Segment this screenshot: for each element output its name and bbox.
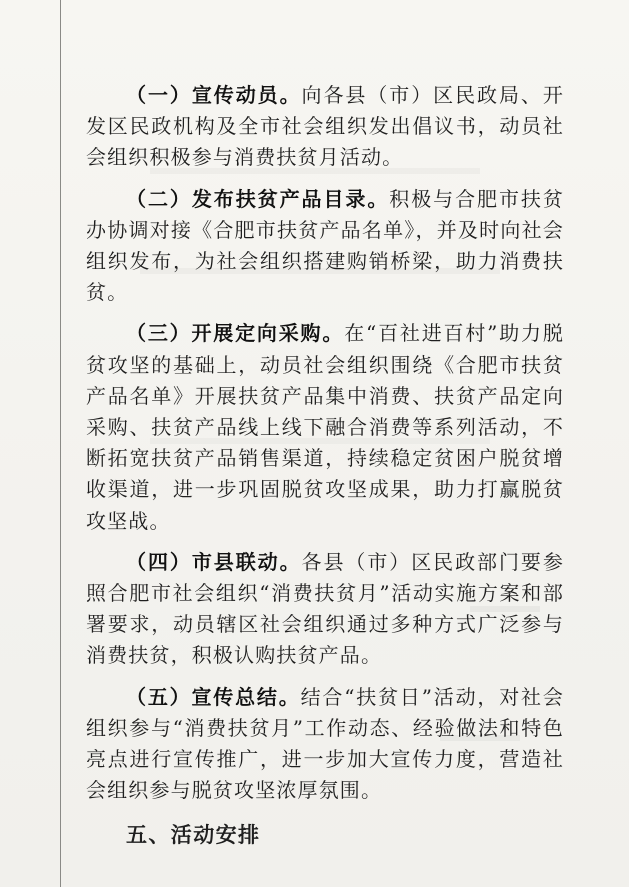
paragraph-text: 积极与合肥市扶贫办协调对接《合肥市扶贫产品名单》，并及时向社会组织发布，为社会组织搭建购销桥梁，助力消费扶贫。 (86, 186, 564, 305)
paragraph-text: 在“百社进百村”助力脱贫攻坚的基础上，动员社会组织围绕《合肥市扶贫产品名单》开展扶贫产品集中消费、扶贫产品定向采购、扶贫产品线上线下融合消费等系列活动，不断拓宽扶贫产品销售渠道，持续稳定贫困户脱贫增收渠道，进一步巩固脱贫攻坚成果，助力打赢脱贫攻坚战。 (86, 321, 564, 533)
paragraph-lead: （四）市县联动。 (126, 549, 302, 574)
section-heading: 五、活动安排 (126, 822, 261, 848)
paragraph-text: 各县（市）区民政部门要参照合肥市社会组织“消费扶贫月”活动实施方案和部署要求，动员辖区社会组织通过多种方式广泛参与消费扶贫，积极认购扶贫产品。 (86, 549, 564, 668)
document-body (86, 80, 564, 850)
paragraph-publicity-summary (86, 682, 564, 807)
paragraph-lead: （一）宣传动员。 (126, 83, 302, 107)
paragraph-city-county-linkage (86, 547, 564, 672)
paragraph-text: 向各县（市）区民政局、开发区民政机构及全市社会组织发出倡议书，动员社会组织积极参与消费扶贫月活动。 (86, 83, 564, 170)
paragraph-lead: （五）宣传总结。 (126, 684, 301, 709)
paragraph-lead: （二）发布扶贫产品目录。 (126, 186, 390, 211)
paragraph-targeted-procurement (86, 318, 564, 536)
paragraph-product-catalog (86, 184, 564, 309)
binding-margin-line (60, 0, 61, 887)
paragraph-text: 结合“扶贫日”活动，对社会组织参与“消费扶贫月”工作动态、经验做法和特色亮点进行宣传推广，进一步加大宣传力度，营造社会组织参与脱贫攻坚浓厚氛围。 (86, 684, 564, 803)
paragraph-lead: （三）开展定向采购。 (126, 321, 345, 346)
paragraph-publicity-mobilization (86, 80, 564, 174)
